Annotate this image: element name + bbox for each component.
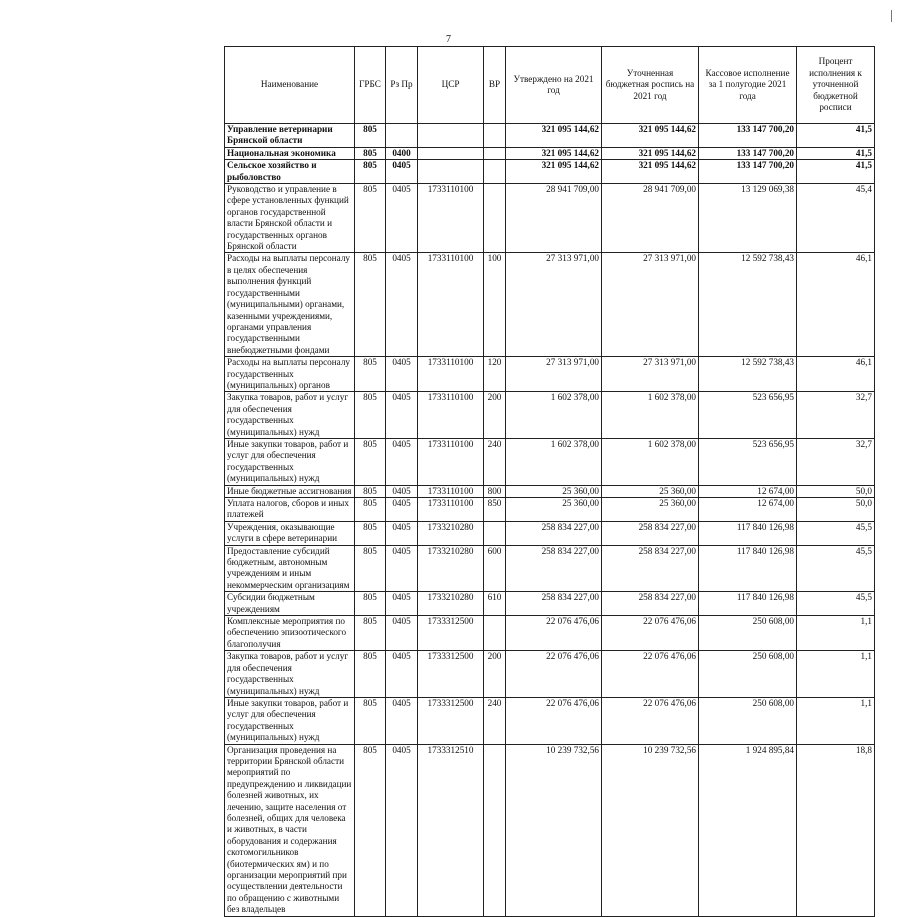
header-vr: ВР (484, 47, 506, 124)
cell-grbs: 805 (355, 616, 386, 651)
cell-rzpr: 0405 (386, 545, 418, 592)
cell-vr: 800 (484, 485, 506, 497)
cell-refined: 321 095 144,62 (602, 147, 699, 159)
cell-csr: 1733110100 (418, 498, 484, 522)
cell-percent: 18,8 (797, 744, 875, 916)
cell-approved: 25 360,00 (506, 485, 602, 497)
cell-refined: 25 360,00 (602, 485, 699, 497)
cell-cash: 133 147 700,20 (699, 124, 797, 148)
cell-approved: 22 076 476,06 (506, 616, 602, 651)
cell-cash: 250 608,00 (699, 651, 797, 698)
cell-name: Субсидии бюджетным учреждениям (225, 592, 355, 616)
table-row (225, 592, 875, 616)
table-row (225, 498, 875, 522)
cell-vr (484, 521, 506, 545)
cell-name: Расходы на выплаты персоналу государственных (муниципальных) органов (225, 357, 355, 392)
cell-approved: 27 313 971,00 (506, 357, 602, 392)
cell-csr (418, 147, 484, 159)
cell-vr: 240 (484, 697, 506, 744)
cell-grbs: 805 (355, 545, 386, 592)
cell-grbs: 805 (355, 438, 386, 485)
header-percent: Процент исполнения к уточненной бюджетной росписи (797, 47, 875, 124)
cell-name: Сельское хозяйство и рыболовство (225, 160, 355, 184)
cell-vr: 600 (484, 545, 506, 592)
cell-percent: 32,7 (797, 438, 875, 485)
cell-refined: 22 076 476,06 (602, 651, 699, 698)
cell-refined: 258 834 227,00 (602, 592, 699, 616)
cell-vr: 120 (484, 357, 506, 392)
cell-approved: 321 095 144,62 (506, 160, 602, 184)
cell-name: Уплата налогов, сборов и иных платежей (225, 498, 355, 522)
cell-grbs: 805 (355, 253, 386, 357)
cell-csr: 1733110100 (418, 392, 484, 439)
header-rzpr: Рз Пр (386, 47, 418, 124)
cell-csr: 1733312500 (418, 616, 484, 651)
cell-percent: 45,4 (797, 184, 875, 253)
cell-grbs: 805 (355, 498, 386, 522)
cell-approved: 10 239 732,56 (506, 744, 602, 916)
cell-csr: 1733210280 (418, 545, 484, 592)
cell-approved: 25 360,00 (506, 498, 602, 522)
cell-cash: 117 840 126,98 (699, 592, 797, 616)
cell-percent: 46,1 (797, 357, 875, 392)
cell-approved: 321 095 144,62 (506, 147, 602, 159)
cell-grbs: 805 (355, 744, 386, 916)
cell-refined: 258 834 227,00 (602, 545, 699, 592)
table-body (225, 124, 875, 917)
cell-csr: 1733312500 (418, 697, 484, 744)
cell-csr: 1733110100 (418, 485, 484, 497)
cell-rzpr: 0405 (386, 521, 418, 545)
budget-execution-table (224, 46, 875, 917)
cell-refined: 10 239 732,56 (602, 744, 699, 916)
cell-percent: 50,0 (797, 498, 875, 522)
table-row (225, 521, 875, 545)
cell-cash: 12 592 738,43 (699, 357, 797, 392)
cell-refined: 321 095 144,62 (602, 160, 699, 184)
cell-grbs: 805 (355, 521, 386, 545)
cell-percent: 1,1 (797, 651, 875, 698)
cell-refined: 1 602 378,00 (602, 438, 699, 485)
cell-cash: 12 674,00 (699, 498, 797, 522)
cell-cash: 133 147 700,20 (699, 160, 797, 184)
cell-rzpr: 0405 (386, 616, 418, 651)
cell-cash: 523 656,95 (699, 392, 797, 439)
cell-cash: 133 147 700,20 (699, 147, 797, 159)
header-cash: Кассовое исполнение за 1 полугодие 2021 года (699, 47, 797, 124)
cell-vr (484, 744, 506, 916)
cell-vr: 100 (484, 253, 506, 357)
cell-name: Закупка товаров, работ и услуг для обеспечения государственных (муниципальных) нужд (225, 392, 355, 439)
cell-rzpr: 0405 (386, 651, 418, 698)
cell-refined: 28 941 709,00 (602, 184, 699, 253)
cell-cash: 13 129 069,38 (699, 184, 797, 253)
cell-rzpr: 0405 (386, 357, 418, 392)
table-row (225, 616, 875, 651)
cell-rzpr: 0405 (386, 498, 418, 522)
cell-name: Руководство и управление в сфере установленных функций органов государственной власти Брянской области и государственных органов Брянской области (225, 184, 355, 253)
table-row (225, 160, 875, 184)
cell-cash: 117 840 126,98 (699, 521, 797, 545)
cell-percent: 41,5 (797, 124, 875, 148)
cell-name: Управление ветеринарии Брянской области (225, 124, 355, 148)
cell-rzpr: 0405 (386, 160, 418, 184)
cell-grbs: 805 (355, 485, 386, 497)
cell-rzpr: 0405 (386, 184, 418, 253)
table-row (225, 184, 875, 253)
table-row (225, 697, 875, 744)
cell-name: Организация проведения на территории Брянской области мероприятий по предупреждению и ликвидации болезней животных, их лечению, защите населения от болезней, общих для человека и животных, в части оборудования и содержания скотомогильников (биотермических ям) и по организации мероприятий при осуществлении деятельности по обращению с животными без владельцев (225, 744, 355, 916)
cell-percent: 45,5 (797, 592, 875, 616)
cell-vr: 610 (484, 592, 506, 616)
cell-refined: 25 360,00 (602, 498, 699, 522)
cell-vr (484, 147, 506, 159)
cell-csr: 1733110100 (418, 253, 484, 357)
cell-refined: 22 076 476,06 (602, 697, 699, 744)
cell-refined: 22 076 476,06 (602, 616, 699, 651)
cell-csr: 1733210280 (418, 521, 484, 545)
cell-name: Иные закупки товаров, работ и услуг для обеспечения государственных (муниципальных) нужд (225, 697, 355, 744)
table-row (225, 147, 875, 159)
cell-grbs: 805 (355, 124, 386, 148)
table-row (225, 744, 875, 916)
cell-rzpr: 0405 (386, 592, 418, 616)
cell-approved: 258 834 227,00 (506, 592, 602, 616)
table-row (225, 253, 875, 357)
cell-rzpr: 0405 (386, 485, 418, 497)
cell-name: Иные бюджетные ассигнования (225, 485, 355, 497)
cell-approved: 22 076 476,06 (506, 697, 602, 744)
header-approved: Утверждено на 2021 год (506, 47, 602, 124)
cell-grbs: 805 (355, 184, 386, 253)
cell-percent: 45,5 (797, 545, 875, 592)
cell-rzpr: 0405 (386, 744, 418, 916)
cell-cash: 523 656,95 (699, 438, 797, 485)
cell-name: Национальная экономика (225, 147, 355, 159)
cell-cash: 12 592 738,43 (699, 253, 797, 357)
cell-refined: 27 313 971,00 (602, 357, 699, 392)
header-grbs: ГРБС (355, 47, 386, 124)
cell-rzpr: 0405 (386, 438, 418, 485)
table-row (225, 545, 875, 592)
cell-rzpr: 0400 (386, 147, 418, 159)
table-row (225, 651, 875, 698)
cell-percent: 46,1 (797, 253, 875, 357)
cell-grbs: 805 (355, 160, 386, 184)
cell-grbs: 805 (355, 592, 386, 616)
cell-name: Расходы на выплаты персоналу в целях обеспечения выполнения функций государственными (муниципальными) органами, казенными учреждениями, органами управления государственными внебюджетными фондами (225, 253, 355, 357)
table-row (225, 124, 875, 148)
cell-csr: 1733210280 (418, 592, 484, 616)
cell-cash: 250 608,00 (699, 697, 797, 744)
cell-percent: 1,1 (797, 697, 875, 744)
page-number: 7 (446, 34, 451, 45)
cell-vr: 850 (484, 498, 506, 522)
cell-approved: 258 834 227,00 (506, 545, 602, 592)
header-name: Наименование (225, 47, 355, 124)
cell-csr: 1733110100 (418, 357, 484, 392)
cell-rzpr: 0405 (386, 392, 418, 439)
cell-approved: 1 602 378,00 (506, 392, 602, 439)
cell-vr: 200 (484, 651, 506, 698)
cell-cash: 1 924 895,84 (699, 744, 797, 916)
cell-csr (418, 124, 484, 148)
cell-cash: 117 840 126,98 (699, 545, 797, 592)
cell-csr: 1733110100 (418, 184, 484, 253)
cell-percent: 45,5 (797, 521, 875, 545)
cell-grbs: 805 (355, 357, 386, 392)
table-row (225, 357, 875, 392)
cell-grbs: 805 (355, 392, 386, 439)
header-csr: ЦСР (418, 47, 484, 124)
cell-approved: 27 313 971,00 (506, 253, 602, 357)
cell-percent: 41,5 (797, 160, 875, 184)
cell-approved: 28 941 709,00 (506, 184, 602, 253)
cell-percent: 41,5 (797, 147, 875, 159)
cell-approved: 22 076 476,06 (506, 651, 602, 698)
cell-rzpr (386, 124, 418, 148)
cell-grbs: 805 (355, 697, 386, 744)
cell-percent: 50,0 (797, 485, 875, 497)
cell-cash: 12 674,00 (699, 485, 797, 497)
cell-grbs: 805 (355, 147, 386, 159)
table-header-row (225, 47, 875, 124)
cell-csr: 1733312500 (418, 651, 484, 698)
cell-name: Предоставление субсидий бюджетным, автономным учреждениям и иным некоммерческим организациям (225, 545, 355, 592)
cell-refined: 1 602 378,00 (602, 392, 699, 439)
cell-grbs: 805 (355, 651, 386, 698)
cell-csr (418, 160, 484, 184)
cell-refined: 258 834 227,00 (602, 521, 699, 545)
cell-vr (484, 184, 506, 253)
cell-refined: 321 095 144,62 (602, 124, 699, 148)
header-refined: Уточненная бюджетная роспись на 2021 год (602, 47, 699, 124)
cell-name: Комплексные мероприятия по обеспечению эпизоотического благополучия (225, 616, 355, 651)
cell-rzpr: 0405 (386, 697, 418, 744)
cell-percent: 32,7 (797, 392, 875, 439)
table-row (225, 392, 875, 439)
cell-approved: 321 095 144,62 (506, 124, 602, 148)
cell-name: Закупка товаров, работ и услуг для обеспечения государственных (муниципальных) нужд (225, 651, 355, 698)
cell-csr: 1733312510 (418, 744, 484, 916)
cell-vr: 240 (484, 438, 506, 485)
cell-approved: 1 602 378,00 (506, 438, 602, 485)
cell-refined: 27 313 971,00 (602, 253, 699, 357)
cell-vr (484, 124, 506, 148)
cell-percent: 1,1 (797, 616, 875, 651)
cell-rzpr: 0405 (386, 253, 418, 357)
table-row (225, 438, 875, 485)
cell-vr: 200 (484, 392, 506, 439)
cell-approved: 258 834 227,00 (506, 521, 602, 545)
cell-vr (484, 616, 506, 651)
cell-name: Учреждения, оказывающие услуги в сфере ветеринарии (225, 521, 355, 545)
cell-name: Иные закупки товаров, работ и услуг для обеспечения государственных (муниципальных) нужд (225, 438, 355, 485)
cell-vr (484, 160, 506, 184)
page-edge-mark (891, 10, 892, 22)
cell-cash: 250 608,00 (699, 616, 797, 651)
cell-csr: 1733110100 (418, 438, 484, 485)
table-row (225, 485, 875, 497)
